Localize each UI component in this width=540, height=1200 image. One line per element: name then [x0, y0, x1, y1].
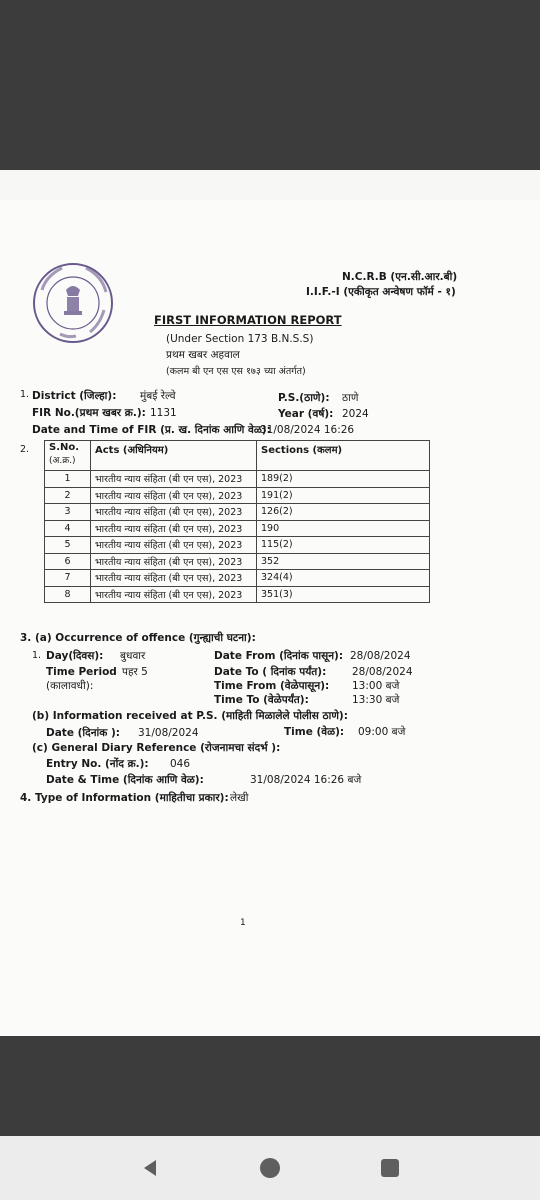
date-from-value: 28/08/2024	[350, 650, 411, 662]
home-button[interactable]	[250, 1148, 290, 1188]
document-viewer[interactable]	[0, 170, 540, 1036]
ps-label: P.S.(ठाणे):	[278, 392, 330, 404]
page-number: 1	[240, 918, 246, 928]
date-to-label: Date To ( दिनांक पर्यंत):	[214, 666, 327, 678]
occurrence-label: 3. (a) Occurrence of offence (गुन्ह्याची घटना):	[20, 632, 256, 644]
day-value: बुधवार	[120, 650, 146, 662]
ps-value: ठाणे	[342, 392, 359, 404]
entry-no-label: Entry No. (नोंद क्र.):	[46, 758, 149, 770]
info-date-label: Date (दिनांक ):	[46, 727, 120, 739]
acts-table-header	[45, 441, 430, 471]
time-period-label: Time Period	[46, 666, 117, 678]
info-time-label: Time (वेळ):	[284, 726, 345, 738]
fir-label: FIR No.(प्रथम खबर क्र.):	[32, 407, 146, 419]
type-of-info-label: 4. Type of Information (माहितीचा प्रकार):	[20, 792, 229, 804]
time-from-value: 13:00 बजे	[352, 680, 400, 692]
sno-header: S.No. (अ.क्र.)	[45, 441, 91, 471]
time-to-value: 13:30 बजे	[352, 694, 400, 706]
table-row: 6 भारतीय न्याय संहिता (बी एन एस), 2023 352	[45, 553, 430, 570]
table-row: 5 भारतीय न्याय संहिता (बी एन एस), 2023 115(2)	[45, 537, 430, 554]
back-button[interactable]	[130, 1148, 170, 1188]
district-label: District (जिल्हा):	[32, 390, 117, 402]
section-1-number: 1.	[20, 389, 30, 400]
date-from-label: Date From (दिनांक पासून):	[214, 650, 344, 662]
section-2-number: 2.	[20, 444, 30, 455]
table-row: 2 भारतीय न्याय संहिता (बी एन एस), 2023 191(2)	[45, 487, 430, 504]
time-period-marathi: (कालावधी):	[46, 680, 94, 692]
time-to-label: Time To (वेळेपर्यंत):	[214, 694, 309, 706]
entry-no-value: 046	[170, 758, 191, 770]
table-row: 4 भारतीय न्याय संहिता (बी एन एस), 2023 190	[45, 520, 430, 537]
table-row: 1 भारतीय न्याय संहिता (बी एन एस), 2023 189(2)	[45, 471, 430, 488]
year-label: Year (वर्ष):	[278, 408, 334, 420]
info-date-value: 31/08/2024	[138, 727, 199, 739]
circle-home-icon	[258, 1156, 282, 1180]
fir-value: 1131	[150, 407, 177, 419]
time-period-value: पहर 5	[122, 666, 148, 678]
bottom-dark-bar	[0, 1036, 540, 1136]
fir-datetime-value: 31/08/2024 16:26	[260, 424, 355, 436]
report-title: FIRST INFORMATION REPORT	[154, 313, 342, 327]
marathi-title: प्रथम खबर अहवाल	[166, 349, 240, 361]
info-received-label: (b) Information received at P.S. (माहिती मिळालेले पोलीस ठाणे):	[32, 710, 348, 722]
marathi-section: (कलम बी एन एस एस १७३ च्या अंतर्गत)	[166, 366, 306, 377]
gd-datetime-value: 31/08/2024 16:26 बजे	[250, 774, 362, 786]
ncrb-label: N.C.R.B (एन.सी.आर.बी)	[342, 271, 458, 283]
android-nav-bar	[0, 1136, 540, 1200]
gd-datetime-label: Date & Time (दिनांक आणि वेळ):	[46, 774, 204, 786]
police-seal-icon	[30, 260, 116, 346]
table-row: 7 भारतीय न्याय संहिता (बी एन एस), 2023 324(4)	[45, 570, 430, 587]
time-from-label: Time From (वेळेपासून):	[214, 680, 330, 692]
top-dark-bar	[0, 0, 540, 170]
acts-table	[44, 440, 430, 603]
table-row: 3 भारतीय न्याय संहिता (बी एन एस), 2023 126(2)	[45, 504, 430, 521]
general-diary-label: (c) General Diary Reference (रोजनामचा संदर्भ ):	[32, 742, 281, 754]
fir-datetime-label: Date and Time of FIR (प्र. ख. दिनांक आणि वेळ):	[32, 424, 271, 436]
under-section-text: (Under Section 173 B.N.S.S)	[166, 333, 314, 345]
sections-header: Sections (कलम)	[257, 441, 430, 471]
date-to-value: 28/08/2024	[352, 666, 413, 678]
info-time-value: 09:00 बजे	[358, 726, 406, 738]
type-of-info-value: लेखी	[230, 792, 249, 804]
recents-button[interactable]	[370, 1148, 410, 1188]
district-value: मुंबई रेल्वे	[140, 390, 176, 402]
day-label: Day(दिवस):	[46, 650, 104, 662]
triangle-back-icon	[139, 1157, 161, 1179]
table-row: 8 भारतीय न्याय संहिता (बी एन एस), 2023 351(3)	[45, 586, 430, 603]
year-value: 2024	[342, 408, 369, 420]
fir-sheet	[0, 200, 540, 1036]
day-number: 1.	[32, 650, 42, 661]
acts-header: Acts (अधिनियम)	[91, 441, 257, 471]
iif-label: I.I.F.-I (एकीकृत अन्वेषण फॉर्म - १)	[306, 286, 456, 298]
square-recents-icon	[379, 1157, 401, 1179]
